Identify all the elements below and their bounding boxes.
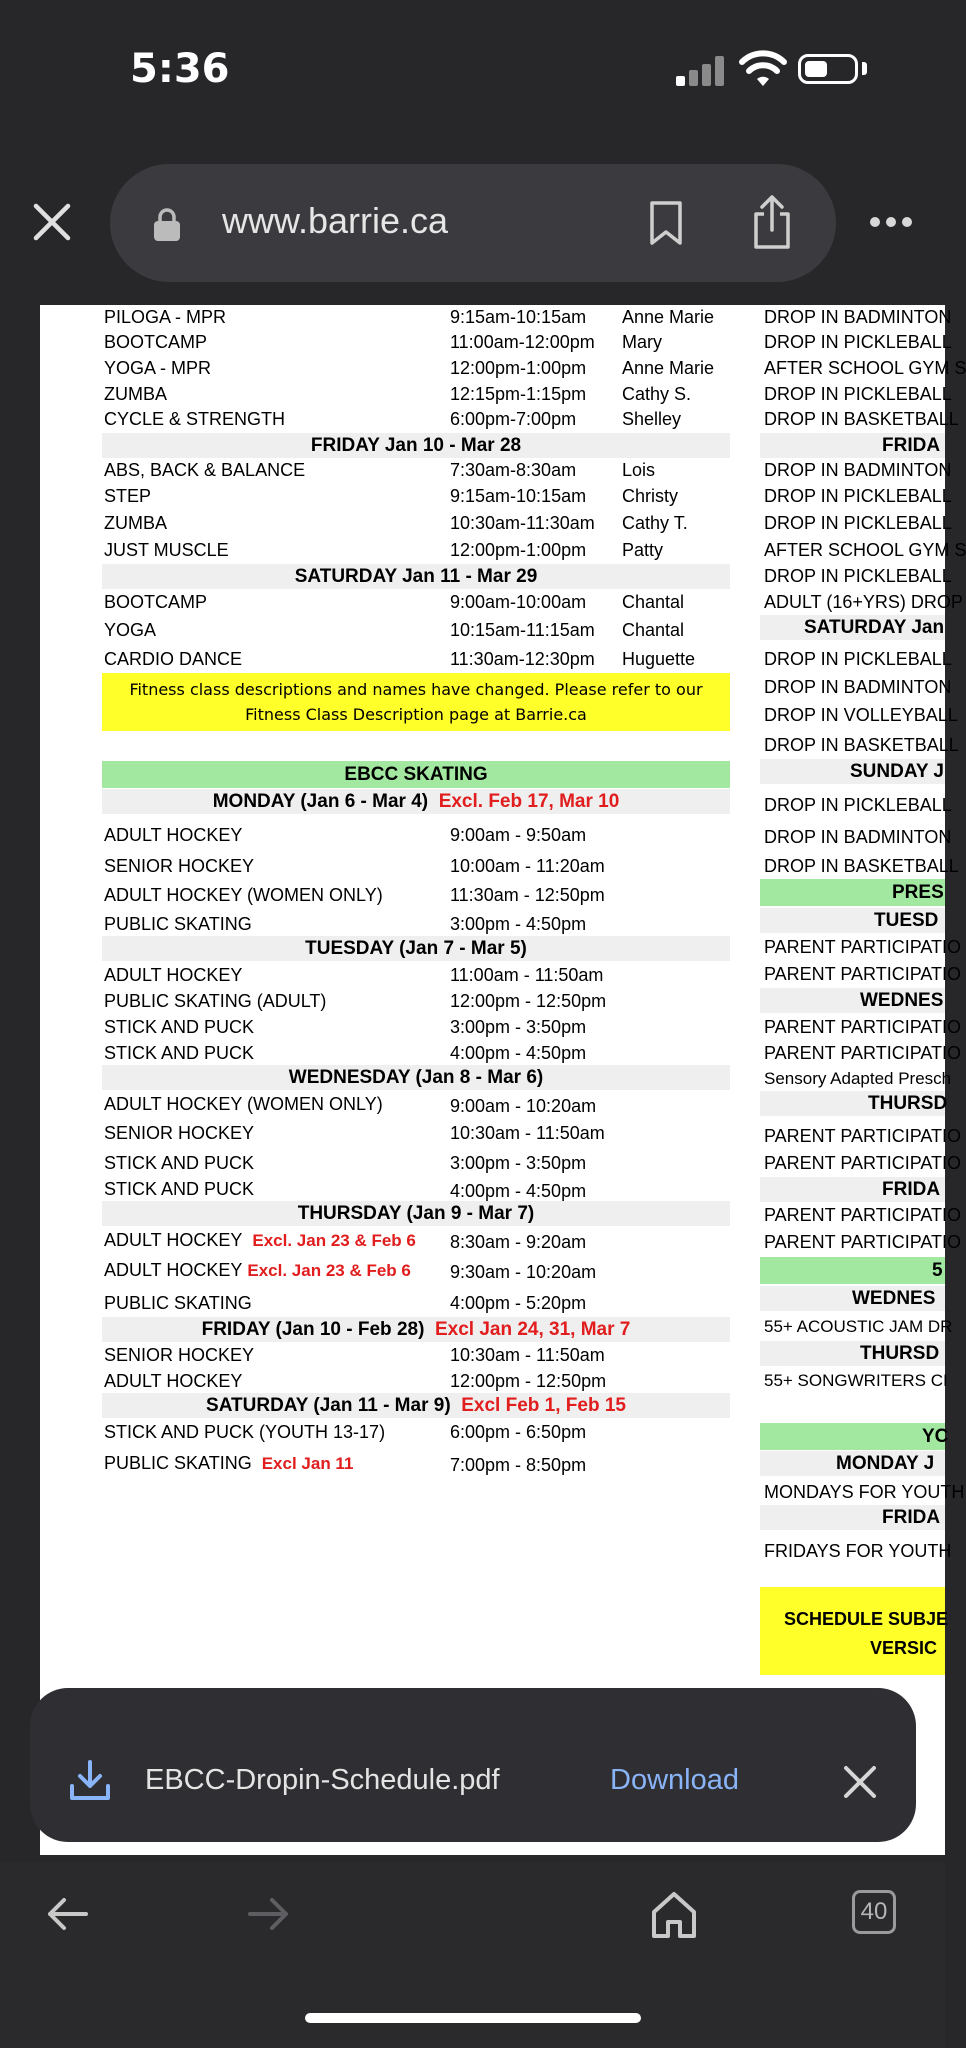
section-header: YC <box>760 1423 945 1450</box>
class-time: 6:00pm-7:00pm <box>450 409 577 429</box>
class-name: STEP <box>104 486 152 506</box>
list-item: DROP IN PICKLEBALL <box>764 649 952 669</box>
list-item: DROP IN BASKETBALL <box>764 409 959 429</box>
section-header: 5 <box>760 1257 945 1284</box>
class-name: ZUMBA <box>104 384 167 404</box>
list-item: PARENT PARTICIPATIO <box>764 1205 962 1225</box>
skating-saturday-header <box>102 1393 730 1418</box>
exclusion-note: Excl Jan 24, 31, Mar 7 <box>434 1319 631 1340</box>
list-item: PARENT PARTICIPATIO <box>764 1153 962 1173</box>
lock-icon <box>152 208 182 242</box>
class-instructor: Anne Marie <box>622 307 715 327</box>
activity-time: 10:00am - 11:20am <box>450 856 605 876</box>
exclusion-note: Excl. Feb 17, Mar 10 <box>438 791 620 812</box>
activity-name: STICK AND PUCK <box>104 1179 255 1199</box>
class-instructor: Cathy S. <box>622 384 692 404</box>
fitness-friday-header: FRIDAY Jan 10 - Mar 28 <box>102 433 730 458</box>
forward-arrow-icon[interactable] <box>246 1894 292 1934</box>
list-item: AFTER SCHOOL GYM S <box>764 358 966 378</box>
more-options-icon[interactable] <box>868 214 914 230</box>
class-instructor: Patty <box>622 540 664 560</box>
class-instructor: Christy <box>622 486 679 506</box>
list-item: ADULT (16+YRS) DROP <box>764 592 963 612</box>
list-item: PARENT PARTICIPATIO <box>764 1017 962 1037</box>
class-time: 10:15am-11:15am <box>450 620 595 640</box>
home-indicator <box>305 2013 641 2023</box>
section-header: WEDNES <box>760 988 945 1013</box>
activity-time: 4:00pm - 4:50pm <box>450 1181 587 1201</box>
section-header: SATURDAY Jan <box>760 615 945 640</box>
back-arrow-icon[interactable] <box>44 1894 90 1934</box>
class-time: 9:15am-10:15am <box>450 486 587 506</box>
skating-monday-header <box>102 789 730 814</box>
section-header: TUESD <box>760 908 945 933</box>
list-item: FRIDAYS FOR YOUTH <box>764 1541 952 1561</box>
home-icon[interactable] <box>650 1890 698 1940</box>
class-instructor: Mary <box>622 332 662 352</box>
skating-tuesday-header: TUESDAY (Jan 7 - Mar 5) <box>102 936 730 961</box>
activity-name: SENIOR HOCKEY <box>104 1345 255 1365</box>
list-item: DROP IN BADMINTON <box>764 307 952 327</box>
activity-name: ADULT HOCKEY <box>104 1371 243 1391</box>
day-label: SATURDAY (Jan 11 - Mar 9) <box>206 1395 451 1416</box>
list-item: PARENT PARTICIPATIO <box>764 1043 962 1063</box>
list-item: DROP IN PICKLEBALL <box>764 384 952 404</box>
fitness-notice <box>102 673 730 731</box>
class-name: BOOTCAMP <box>104 332 208 352</box>
list-item: DROP IN BADMINTON <box>764 460 952 480</box>
activity-label: ADULT HOCKEY <box>104 1230 243 1250</box>
class-instructor: Huguette <box>622 649 696 669</box>
class-name: YOGA - MPR <box>104 358 212 378</box>
list-item: DROP IN PICKLEBALL <box>764 513 952 533</box>
activity-name: SENIOR HOCKEY <box>104 1123 255 1143</box>
class-time: 9:00am-10:00am <box>450 592 587 612</box>
class-time: 7:30am-8:30am <box>450 460 577 480</box>
class-time: 12:15pm-1:15pm <box>450 384 587 404</box>
class-instructor: Anne Marie <box>622 358 715 378</box>
exclusion-note: Excl. Jan 23 & Feb 6 <box>252 1231 416 1250</box>
activity-name: PUBLIC SKATING (ADULT) <box>104 991 327 1011</box>
activity-time: 11:00am - 11:50am <box>450 965 604 985</box>
activity-name <box>104 1453 353 1474</box>
section-header: PRES <box>760 879 945 906</box>
battery-icon <box>798 54 858 84</box>
class-time: 9:15am-10:15am <box>450 307 587 327</box>
close-tab-icon[interactable] <box>30 200 74 244</box>
section-header: THURSD <box>760 1341 945 1366</box>
activity-time: 7:00pm - 8:50pm <box>450 1455 587 1475</box>
list-item: MONDAYS FOR YOUTH <box>764 1482 965 1502</box>
skating-thursday-header: THURSDAY (Jan 9 - Mar 7) <box>102 1201 730 1226</box>
activity-name: PUBLIC SKATING <box>104 914 252 934</box>
activity-time: 12:00pm - 12:50pm <box>450 1371 607 1391</box>
pdf-page[interactable] <box>40 305 966 1855</box>
class-instructor: Lois <box>622 460 656 480</box>
activity-name: STICK AND PUCK <box>104 1153 255 1173</box>
activity-name <box>104 1230 416 1251</box>
list-item: Sensory Adapted Presch <box>764 1069 952 1088</box>
clock: 5:36 <box>130 46 230 92</box>
class-time: 10:30am-11:30am <box>450 513 595 533</box>
list-item: DROP IN BASKETBALL <box>764 735 959 755</box>
section-header: FRIDA <box>760 1177 945 1202</box>
list-item: 55+ ACOUSTIC JAM DR <box>764 1317 953 1336</box>
activity-time: 4:00pm - 4:50pm <box>450 1043 587 1063</box>
bookmark-icon[interactable] <box>648 200 684 246</box>
section-header: THURSD <box>760 1091 945 1116</box>
list-item: DROP IN VOLLEYBALL <box>764 705 958 725</box>
list-item: 55+ SONGWRITERS CI <box>764 1371 948 1390</box>
tab-switcher-button[interactable]: 40 <box>852 1890 896 1934</box>
notice-line: Fitness class descriptions and names have changed. Please refer to our <box>129 680 703 699</box>
class-name: ZUMBA <box>104 513 167 533</box>
share-icon[interactable] <box>750 194 794 250</box>
class-time: 12:00pm-1:00pm <box>450 540 587 560</box>
activity-time: 10:30am - 11:50am <box>450 1123 605 1143</box>
skating-title: EBCC SKATING <box>102 761 730 788</box>
activity-time: 8:30am - 9:20am <box>450 1232 587 1252</box>
status-bar <box>0 0 945 140</box>
list-item: DROP IN PICKLEBALL <box>764 332 952 352</box>
class-time: 11:00am-12:00pm <box>450 332 595 352</box>
activity-time: 3:00pm - 3:50pm <box>450 1153 587 1173</box>
url-text[interactable]: www.barrie.ca <box>222 200 449 241</box>
list-item: PARENT PARTICIPATIO <box>764 1232 962 1252</box>
class-instructor: Chantal <box>622 592 685 612</box>
activity-time: 12:00pm - 12:50pm <box>450 991 607 1011</box>
notice-line: VERSIC <box>870 1638 938 1658</box>
close-icon[interactable] <box>842 1764 878 1800</box>
exclusion-note: Excl Feb 1, Feb 15 <box>461 1395 626 1416</box>
list-item: DROP IN PICKLEBALL <box>764 566 952 586</box>
list-item: DROP IN BASKETBALL <box>764 856 959 876</box>
list-item: PARENT PARTICIPATIO <box>764 937 962 957</box>
activity-name: SENIOR HOCKEY <box>104 856 255 876</box>
class-instructor: Chantal <box>622 620 685 640</box>
section-header: MONDAY J <box>760 1451 945 1476</box>
exclusion-note: Excl Jan 11 <box>261 1454 354 1473</box>
skating-friday-header <box>102 1317 730 1342</box>
list-item: DROP IN PICKLEBALL <box>764 486 952 506</box>
activity-name: PUBLIC SKATING <box>104 1293 252 1313</box>
list-item: DROP IN BADMINTON <box>764 827 952 847</box>
class-name: JUST MUSCLE <box>104 540 229 560</box>
activity-time: 10:30am - 11:50am <box>450 1345 605 1365</box>
activity-name: ADULT HOCKEY (WOMEN ONLY) <box>104 885 383 905</box>
day-label: FRIDAY (Jan 10 - Feb 28) <box>201 1319 425 1340</box>
activity-name <box>104 1260 411 1281</box>
exclusion-note: Excl. Jan 23 & Feb 6 <box>247 1261 411 1280</box>
day-label: MONDAY (Jan 6 - Mar 4) <box>212 791 429 812</box>
list-item: PARENT PARTICIPATIO <box>764 1126 962 1146</box>
class-name: BOOTCAMP <box>104 592 208 612</box>
section-header: SUNDAY J <box>760 759 945 784</box>
list-item: AFTER SCHOOL GYM S <box>764 540 966 560</box>
activity-time: 6:00pm - 6:50pm <box>450 1422 587 1442</box>
wifi-icon <box>738 48 788 88</box>
section-header: WEDNES <box>760 1286 945 1311</box>
activity-name: STICK AND PUCK <box>104 1017 255 1037</box>
fitness-saturday-header: SATURDAY Jan 11 - Mar 29 <box>102 564 730 589</box>
schedule-notice <box>760 1587 949 1675</box>
activity-time: 3:00pm - 4:50pm <box>450 914 587 934</box>
cellular-signal-icon <box>676 56 728 86</box>
activity-name: STICK AND PUCK (YOUTH 13-17) <box>104 1422 386 1442</box>
class-name: PILOGA - MPR <box>104 307 227 327</box>
download-icon <box>68 1758 112 1802</box>
activity-time: 9:00am - 10:20am <box>450 1096 597 1116</box>
class-time: 11:30am-12:30pm <box>450 649 595 669</box>
address-bar[interactable] <box>110 164 836 282</box>
activity-time: 11:30am - 12:50pm <box>450 885 605 905</box>
class-time: 12:00pm-1:00pm <box>450 358 587 378</box>
activity-name: ADULT HOCKEY (WOMEN ONLY) <box>104 1094 383 1114</box>
pdf-content <box>40 305 966 1855</box>
activity-name: STICK AND PUCK <box>104 1043 255 1063</box>
class-name: YOGA <box>104 620 157 640</box>
class-name: CARDIO DANCE <box>104 649 243 669</box>
activity-time: 4:00pm - 5:20pm <box>450 1293 587 1313</box>
activity-time: 9:00am - 9:50am <box>450 825 587 845</box>
list-item: PARENT PARTICIPATIO <box>764 964 962 984</box>
activity-name: ADULT HOCKEY <box>104 965 243 985</box>
battery-tip <box>862 62 867 75</box>
section-header: FRIDA <box>760 433 945 458</box>
notice-line: Fitness Class Description page at Barrie.ca <box>245 705 587 724</box>
class-name: ABS, BACK & BALANCE <box>104 460 306 480</box>
activity-label: ADULT HOCKEY <box>104 1260 243 1280</box>
skating-wednesday-header: WEDNESDAY (Jan 8 - Mar 6) <box>102 1065 730 1090</box>
class-instructor: Cathy T. <box>622 513 688 533</box>
notice-line: SCHEDULE SUBJE <box>784 1609 949 1629</box>
activity-label: PUBLIC SKATING <box>104 1453 252 1473</box>
section-header: FRIDA <box>760 1505 945 1530</box>
list-item: DROP IN BADMINTON <box>764 677 952 697</box>
download-file-name: EBCC-Dropin-Schedule.pdf <box>145 1764 500 1796</box>
download-button[interactable]: Download <box>610 1764 739 1796</box>
list-item: DROP IN PICKLEBALL <box>764 795 952 815</box>
class-instructor: Shelley <box>622 409 682 429</box>
activity-time: 3:00pm - 3:50pm <box>450 1017 587 1037</box>
activity-name: ADULT HOCKEY <box>104 825 243 845</box>
class-name: CYCLE & STRENGTH <box>104 409 286 429</box>
activity-time: 9:30am - 10:20am <box>450 1262 597 1282</box>
